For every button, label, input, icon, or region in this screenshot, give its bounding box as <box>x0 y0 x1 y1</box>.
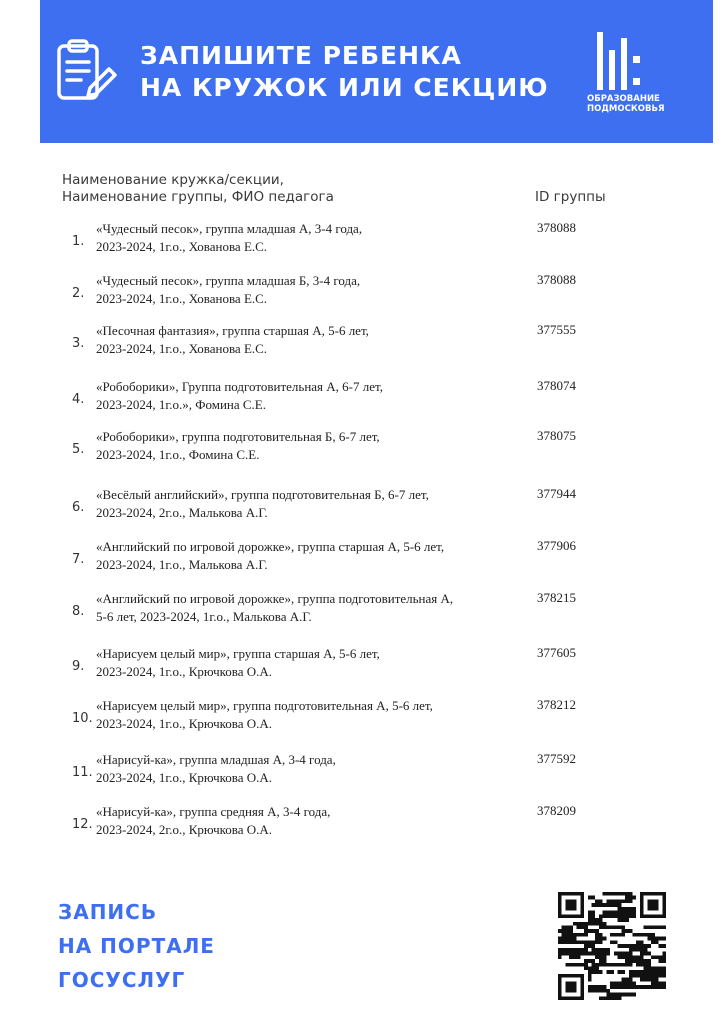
row-description-line-1: «Нарисуй-ка», группа средняя А, 3-4 года, <box>96 804 331 819</box>
row-number: 4. <box>72 392 85 407</box>
row-number: 9. <box>72 659 85 674</box>
title-line-1: ЗАПИШИТЕ РЕБЕНКА <box>140 41 462 70</box>
row-description <box>96 538 526 574</box>
row-description-line-2: 2023-2024, 1г.о.», Фомина С.Е. <box>96 397 266 412</box>
row-description <box>96 322 526 358</box>
row-group-id: 378088 <box>537 220 576 235</box>
row-description <box>96 697 526 733</box>
footer-line-3: ГОСУСЛУГ <box>58 968 186 992</box>
row-number: 12. <box>72 817 93 832</box>
column-header-line-1: Наименование кружка/секции, <box>62 172 284 188</box>
row-description-line-1: «Робоборики», группа подготовительная Б, 6-7 лет, <box>96 429 380 444</box>
row-group-id: 378212 <box>537 697 576 712</box>
row-description-line-2: 2023-2024, 1г.о., Хованова Е.С. <box>96 239 268 254</box>
row-description-line-2: 2023-2024, 1г.о., Крючкова О.А. <box>96 770 273 785</box>
column-header-name <box>62 172 334 206</box>
row-number: 11. <box>72 765 93 780</box>
footer-line-2: НА ПОРТАЛЕ <box>58 934 215 958</box>
logo-line-2: ПОДМОСКОВЬЯ <box>587 104 665 114</box>
footer-text <box>58 895 215 997</box>
column-header-line-2: Наименование группы, ФИО педагога <box>62 189 334 205</box>
row-number: 10. <box>72 711 93 726</box>
list-item <box>0 751 726 801</box>
row-number: 7. <box>72 552 85 567</box>
row-description-line-2: 2023-2024, 1г.о., Малькова А.Г. <box>96 557 268 572</box>
row-number: 5. <box>72 442 85 457</box>
row-group-id: 378074 <box>537 378 576 393</box>
list-item <box>0 697 726 747</box>
row-group-id: 378075 <box>537 428 576 443</box>
row-number: 6. <box>72 500 85 515</box>
title-line-2: НА КРУЖОК ИЛИ СЕКЦИЮ <box>140 73 549 102</box>
row-description <box>96 486 526 522</box>
page-title <box>140 40 549 104</box>
row-group-id: 378088 <box>537 272 576 287</box>
row-description-line-1: «Чудесный песок», группа младшая А, 3-4 года, <box>96 221 363 236</box>
row-group-id: 377944 <box>537 486 576 501</box>
header-banner <box>40 0 713 143</box>
logo-line-1: ОБРАЗОВАНИЕ <box>587 94 660 104</box>
footer-line-1: ЗАПИСЬ <box>58 900 158 924</box>
row-group-id: 378215 <box>537 590 576 605</box>
list-item <box>0 220 726 270</box>
row-description <box>96 645 526 681</box>
column-header-id: ID группы <box>535 189 606 205</box>
row-description-line-1: «Чудесный песок», группа младшая Б, 3-4 года, <box>96 273 361 288</box>
row-description-line-1: «Робоборики», Группа подготовительная А, 6-7 лет, <box>96 379 383 394</box>
row-description-line-1: «Весёлый английский», группа подготовительная Б, 6-7 лет, <box>96 487 429 502</box>
row-description-line-1: «Нарисуй-ка», группа младшая А, 3-4 года, <box>96 752 336 767</box>
row-description-line-1: «Английский по игровой дорожке», группа старшая А, 5-6 лет, <box>96 539 445 554</box>
row-description-line-1: «Песочная фантазия», группа старшая А, 5-6 лет, <box>96 323 369 338</box>
row-description-line-2: 2023-2024, 1г.о., Фомина С.Е. <box>96 447 260 462</box>
row-group-id: 377555 <box>537 322 576 337</box>
list-item <box>0 486 726 536</box>
row-description <box>96 220 526 256</box>
row-description-line-2: 2023-2024, 1г.о., Крючкова О.А. <box>96 664 273 679</box>
list-item <box>0 322 726 372</box>
row-group-id: 377605 <box>537 645 576 660</box>
list-item <box>0 378 726 428</box>
row-group-id: 378209 <box>537 803 576 818</box>
list-item <box>0 590 726 640</box>
row-description-line-2: 2023-2024, 1г.о., Хованова Е.С. <box>96 341 268 356</box>
row-description <box>96 590 526 626</box>
list-item <box>0 645 726 695</box>
row-description-line-2: 2023-2024, 1г.о., Хованова Е.С. <box>96 291 268 306</box>
row-number: 3. <box>72 336 85 351</box>
row-description <box>96 378 526 414</box>
row-description-line-1: «Нарисуем целый мир», группа подготовительная А, 5-6 лет, <box>96 698 433 713</box>
row-description <box>96 751 526 787</box>
row-description-line-2: 5-6 лет, 2023-2024, 1г.о., Малькова А.Г. <box>96 609 312 624</box>
list-item <box>0 803 726 853</box>
list-item <box>0 538 726 588</box>
row-description-line-1: «Нарисуем целый мир», группа старшая А, 5-6 лет, <box>96 646 380 661</box>
qr-code-icon[interactable] <box>558 892 666 1000</box>
row-description <box>96 428 526 464</box>
row-description <box>96 803 526 839</box>
clipboard-pencil-icon <box>55 38 117 104</box>
row-group-id: 377592 <box>537 751 576 766</box>
row-description <box>96 272 526 308</box>
logo-icon <box>595 30 645 92</box>
list-item <box>0 428 726 478</box>
row-description-line-2: 2023-2024, 2г.о., Крючкова О.А. <box>96 822 273 837</box>
logo-text <box>587 94 665 114</box>
list-item <box>0 272 726 322</box>
row-group-id: 377906 <box>537 538 576 553</box>
row-number: 2. <box>72 286 85 301</box>
row-description-line-2: 2023-2024, 2г.о., Малькова А.Г. <box>96 505 268 520</box>
row-number: 1. <box>72 234 85 249</box>
row-number: 8. <box>72 604 85 619</box>
row-description-line-1: «Английский по игровой дорожке», группа подготовительная А, <box>96 591 454 606</box>
row-description-line-2: 2023-2024, 1г.о., Крючкова О.А. <box>96 716 273 731</box>
